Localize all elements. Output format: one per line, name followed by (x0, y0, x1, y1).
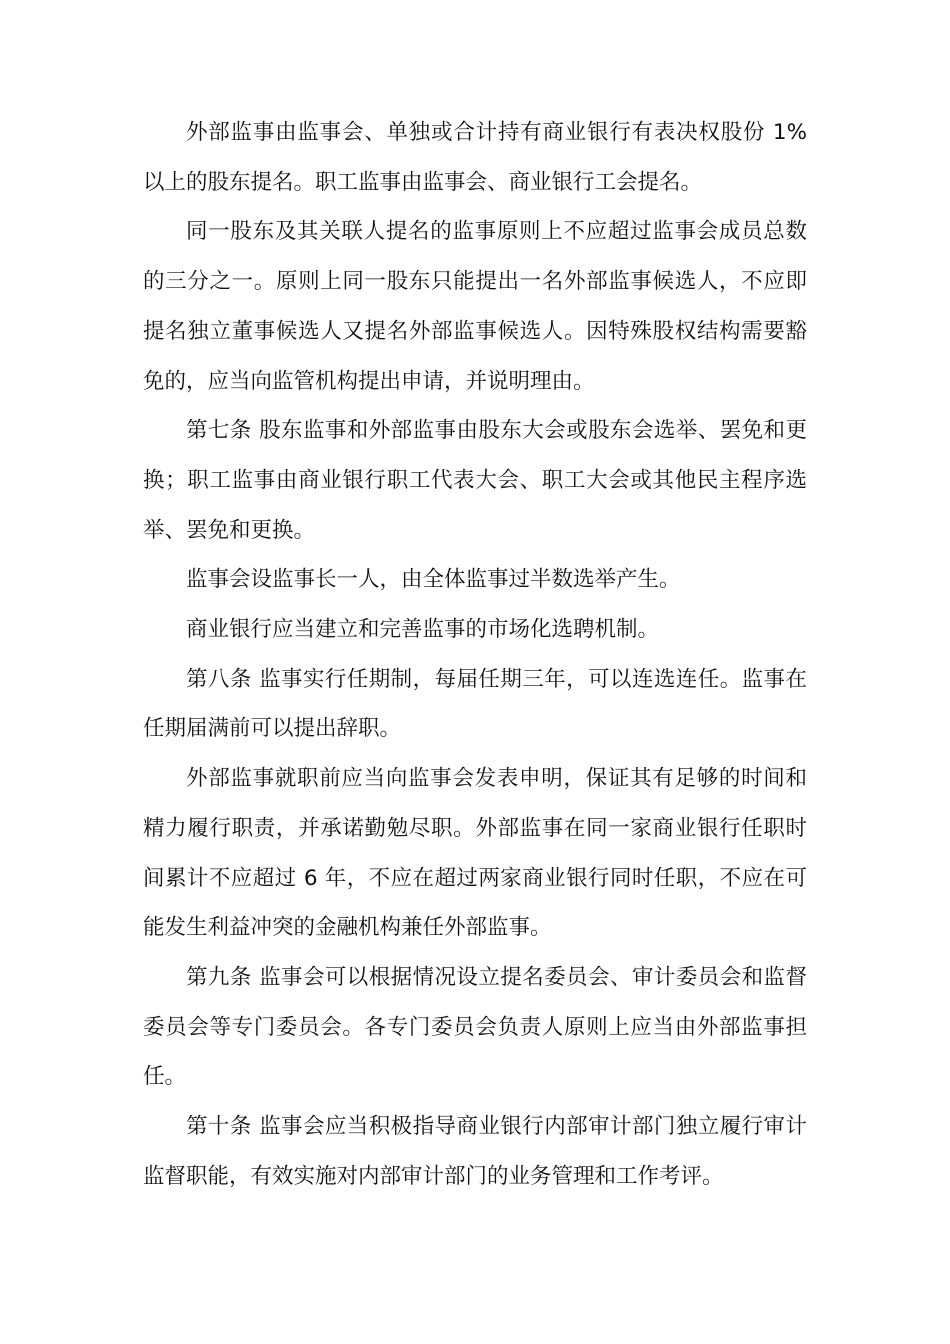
paragraph-5: 商业银行应当建立和完善监事的市场化选聘机制。 (186, 617, 660, 643)
paragraph-article-10: 第十条 监事会应当积极指导商业银行内部审计部门独立履行审计监督职能，有效实施对内部审计部门的业务管理和工作考评。 (143, 1114, 807, 1189)
document-body (143, 108, 807, 1201)
paragraph-4: 监事会设监事长一人，由全体监事过半数选举产生。 (186, 567, 681, 593)
paragraph-7: 外部监事就职前应当向监事会发表申明，保证其有足够的时间和精力履行职责，并承诺勤勉尽职。外部监事在同一家商业银行任职时间累计不应超过 6 年，不应在超过两家商业银行同时任职，不应在可能发生利益冲突的金融机构兼任外部监事。 (143, 766, 807, 941)
paragraph-1: 外部监事由监事会、单独或合计持有商业银行有表决权股份 1%以上的股东提名。职工监事由监事会、商业银行工会提名。 (143, 120, 807, 195)
paragraph-article-7: 第七条 股东监事和外部监事由股东大会或股东会选举、罢免和更换；职工监事由商业银行职工代表大会、职工大会或其他民主程序选举、罢免和更换。 (143, 418, 807, 543)
paragraph-2: 同一股东及其关联人提名的监事原则上不应超过监事会成员总数的三分之一。原则上同一股东只能提出一名外部监事候选人，不应即提名独立董事候选人又提名外部监事候选人。因特殊股权结构需要豁免的，应当向监管机构提出申请，并说明理由。 (143, 219, 807, 394)
paragraph-article-8: 第八条 监事实行任期制，每届任期三年，可以连选连任。监事在任期届满前可以提出辞职。 (143, 666, 807, 742)
paragraph-article-9: 第九条 监事会可以根据情况设立提名委员会、审计委员会和监督委员会等专门委员会。各专门委员会负责人原则上应当由外部监事担任。 (143, 964, 807, 1090)
